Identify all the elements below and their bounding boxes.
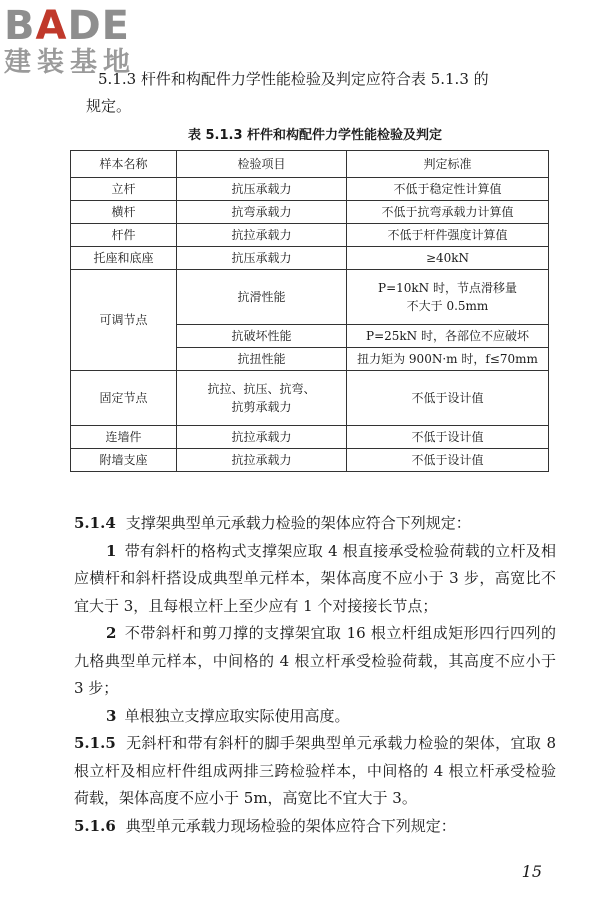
table-row <box>71 247 549 270</box>
cell-standard: 不低于杆件强度计算值 <box>347 224 549 247</box>
intro-line-2: 规定。 <box>86 97 132 115</box>
cell-standard: 不低于设计值 <box>347 449 549 472</box>
header-criteria: 判定标准 <box>347 151 549 178</box>
cell-name: 附墙支座 <box>71 449 177 472</box>
table-row <box>71 224 549 247</box>
list-item <box>74 538 556 621</box>
cell-name: 固定节点 <box>71 371 177 426</box>
cell-item: 抗拉承载力 <box>177 224 347 247</box>
cell-item: 抗拉承载力 <box>177 449 347 472</box>
section-text: 支撑架典型单元承载力检验的架体应符合下列规定： <box>125 514 471 532</box>
table-row <box>71 426 549 449</box>
section-5-1-5 <box>74 730 556 813</box>
cell-standard: 不低于抗弯承载力计算值 <box>347 201 549 224</box>
section-text: 典型单元承载力现场检验的架体应符合下列规定： <box>125 816 456 835</box>
section-text: 无斜杆和带有斜杆的脚手架典型单元承载力检验的架体，宜取 8 根立杆及相应杆件组成两排三跨检验样本，中间格的 4 根立杆承受检验荷载，架体高度不应小于 5m，高宽比不宜大于 3。 <box>74 734 556 807</box>
cell-item: 抗压承载力 <box>177 247 347 270</box>
cell-standard: 不低于稳定性计算值 <box>347 178 549 201</box>
section-5-1-6 <box>74 813 556 841</box>
cell-item: 抗滑性能 <box>177 270 347 325</box>
cell-item: 抗破坏性能 <box>177 325 347 348</box>
header-test-item: 检验项目 <box>177 151 347 178</box>
cell-standard: P=25kN 时，各部位不应破坏 <box>347 325 549 348</box>
table-row <box>71 270 549 325</box>
cell-name: 杆件 <box>71 224 177 247</box>
watermark-subtitle: 建装基地 <box>4 47 136 78</box>
cell-item: 抗拉承载力 <box>177 426 347 449</box>
body-text <box>74 510 556 840</box>
header-sample-name: 样本名称 <box>71 151 177 178</box>
list-item <box>74 703 556 731</box>
watermark-brand: BADE <box>4 3 130 49</box>
item-text: 单根独立支撑应取实际使用高度。 <box>124 706 350 725</box>
cell-standard: 扭力矩为 900N·m 时，f≤70mm <box>347 348 549 371</box>
table-title: 表 5.1.3 杆件和构配件力学性能检验及判定 <box>187 128 443 143</box>
table-row <box>71 201 549 224</box>
item-line-1: 抗拉、抗压、抗弯、 <box>207 382 316 396</box>
inspection-table <box>70 150 549 472</box>
cell-name: 连墙件 <box>71 426 177 449</box>
cell-standard: 不低于设计值 <box>347 371 549 426</box>
cell-item: 抗弯承载力 <box>177 201 347 224</box>
table-header-row <box>71 151 549 178</box>
cell-name: 托座和底座 <box>71 247 177 270</box>
cell-standard: 不低于设计值 <box>347 426 549 449</box>
cell-item: 抗压承载力 <box>177 178 347 201</box>
table-row <box>71 178 549 201</box>
table-row <box>71 449 549 472</box>
cell-item: 抗扭性能 <box>177 348 347 371</box>
cell-standard <box>347 270 549 325</box>
item-number: 2 <box>106 624 117 642</box>
section-number: 5.1.5 <box>74 734 116 752</box>
item-number: 1 <box>106 541 117 560</box>
list-item <box>74 620 556 703</box>
item-line-2: 抗剪承载力 <box>231 400 292 414</box>
section-number: 5.1.4 <box>74 514 116 532</box>
cell-name-adjustable: 可调节点 <box>71 270 177 371</box>
standard-line-1: P=10kN 时，节点滑移量 <box>378 281 517 295</box>
cell-standard: ≥40kN <box>347 247 549 270</box>
table-row <box>71 371 549 426</box>
intro-line-1: 5.1.3 杆件和构配件力学性能检验及判定应符合表 5.1.3 的 <box>98 70 489 88</box>
intro-paragraph <box>86 66 556 120</box>
cell-item <box>177 371 347 426</box>
section-5-1-4 <box>74 510 556 538</box>
item-text: 不带斜杆和剪刀撑的支撑架宜取 16 根立杆组成矩形四行四列的九格典型单元样本，中间格的 4 根立杆承受检验荷载，其高度不应小于 3 步； <box>74 624 556 697</box>
standard-line-2: 不大于 0.5mm <box>406 299 489 313</box>
section-number: 5.1.6 <box>74 816 116 835</box>
item-text: 带有斜杆的格构式支撑架应取 4 根直接承受检验荷载的立杆及相应横杆和斜杆搭设成典型单元样本，架体高度不应小于 3 步，高宽比不宜大于 3，且每根立杆上至少应有 1 个对接接长节点； <box>74 541 556 615</box>
cell-name: 横杆 <box>71 201 177 224</box>
item-number: 3 <box>106 706 117 725</box>
page-number: 15 <box>521 862 542 881</box>
cell-name: 立杆 <box>71 178 177 201</box>
